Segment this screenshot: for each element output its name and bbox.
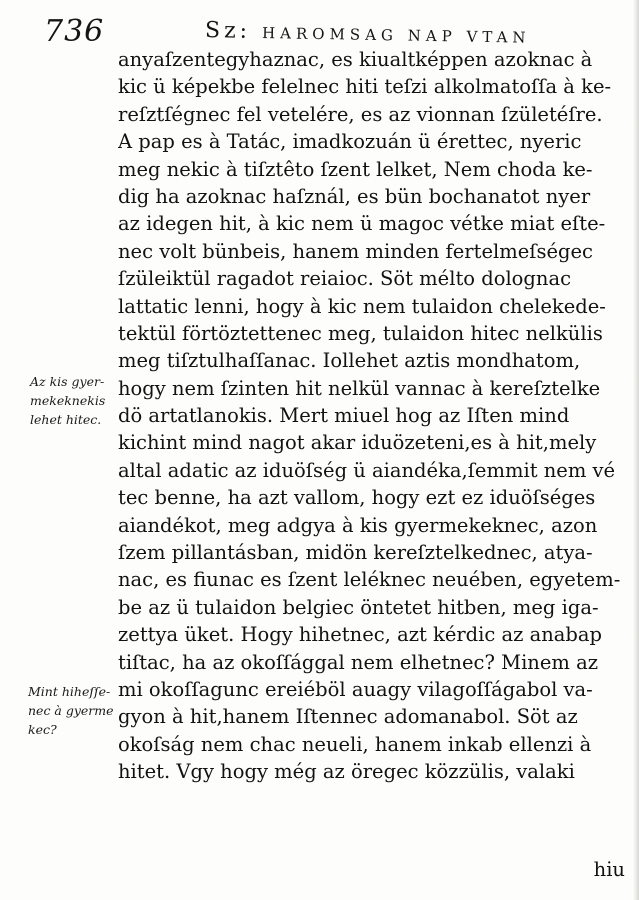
text-line: dö artatlanokis. Mert miuel hog az Iſten mind bbox=[118, 404, 570, 428]
margin-note-line: lehet hitec. bbox=[30, 412, 102, 427]
margin-note-line: mekeknekis bbox=[30, 393, 106, 408]
text-line: dig ha azoknac haſznál, es bün bochanatot nyer bbox=[118, 184, 591, 208]
text-line: gyon à hit,hanem Iſtennec adomanabol. Söt az bbox=[118, 705, 578, 729]
text-line: aiandékot, meg adgya à kis gyermekeknec, azon bbox=[118, 513, 598, 537]
text-line: meg nekic à tiſztêto ſzent lelket, Nem choda ke- bbox=[118, 157, 593, 181]
text-line: reſztſégnec fel vetelére, es az vionnan ſzületéſre. bbox=[118, 102, 603, 126]
page-number: 736 bbox=[44, 14, 105, 49]
text-line: be az ü tulaidon belgiec öntetet hitben, meg iga- bbox=[118, 595, 599, 619]
body-text bbox=[118, 46, 633, 786]
text-line: A pap es à Tatác, imadkozuán ü érettec, nyeric bbox=[118, 130, 582, 154]
text-line: nec volt bünbeis, hanem minden fertelmeſségec bbox=[118, 239, 593, 263]
margin-note-how-believe bbox=[28, 682, 120, 739]
margin-note-line: nec à gyerme bbox=[28, 703, 114, 718]
text-line: lattatic lenni, hogy à kic nem tulaidon chelekede- bbox=[118, 294, 606, 318]
text-line: ſzem pillantásban, midön kereſztelkednec, atya- bbox=[118, 541, 593, 565]
running-head bbox=[205, 18, 531, 49]
text-line: tiſtac, ha az okoſſággal nem elhetnec? Minem az bbox=[118, 650, 598, 674]
text-line: mi okoſſagunc ereiéböl auagy vilagoſſágabol va- bbox=[118, 677, 593, 701]
text-line: tec benne, ha azt vallom, hogy ezt ez iduöſséges bbox=[118, 486, 596, 510]
text-line: kichint mind nagot akar iduözeteni,es à hit,mely bbox=[118, 431, 597, 455]
text-line: meg tiſztulhaſſanac. Iollehet aztis mondhatom, bbox=[118, 349, 581, 373]
text-line: anyaſzentegyhaznac, es kiualtképpen azoknac à bbox=[118, 48, 593, 71]
margin-note-line: Mint hiheſſe- bbox=[28, 684, 111, 699]
page-edge-shadow bbox=[633, 0, 639, 900]
margin-note-line: Az kis gyer- bbox=[30, 374, 105, 389]
text-line: hogy nem ſzinten hit nelkül vannac à kereſztelke bbox=[118, 376, 601, 400]
text-line: tektül förtöztettenec meg, tulaidon hitec nelkülis bbox=[118, 321, 603, 345]
text-line: ſzüleiktül ragadot reiaioc. Söt mélto dolognac bbox=[118, 267, 572, 291]
margin-note-children-faith bbox=[30, 372, 122, 429]
margin-note-line: kec? bbox=[28, 722, 57, 737]
text-line: altal adatic az iduöſség ü aiandéka,ſemmit nem vé bbox=[118, 458, 616, 482]
text-line: okoſság nem chac neueli, hanem inkab ellenzi à bbox=[118, 732, 592, 756]
catchword: hiu bbox=[593, 858, 625, 881]
text-line: zettya üket. Hogy hihetnec, azt kérdic az anabap bbox=[118, 623, 603, 647]
text-line: nac, es fiunac es ſzent leléknec neuében, egyetem- bbox=[118, 568, 621, 592]
running-head-lead: Sz: bbox=[204, 18, 252, 44]
text-line: hitet. Vgy hogy még az öregec közzülis, valaki bbox=[118, 760, 575, 784]
text-line: kic ü képekbe felelnec hiti teſzi alkolmatoſſa à ke- bbox=[118, 75, 612, 99]
running-head-title: HAROMSAG NAP VTAN bbox=[261, 23, 531, 47]
text-line: az idegen hit, à kic nem ü magoc vétke miat eſte- bbox=[118, 212, 606, 236]
